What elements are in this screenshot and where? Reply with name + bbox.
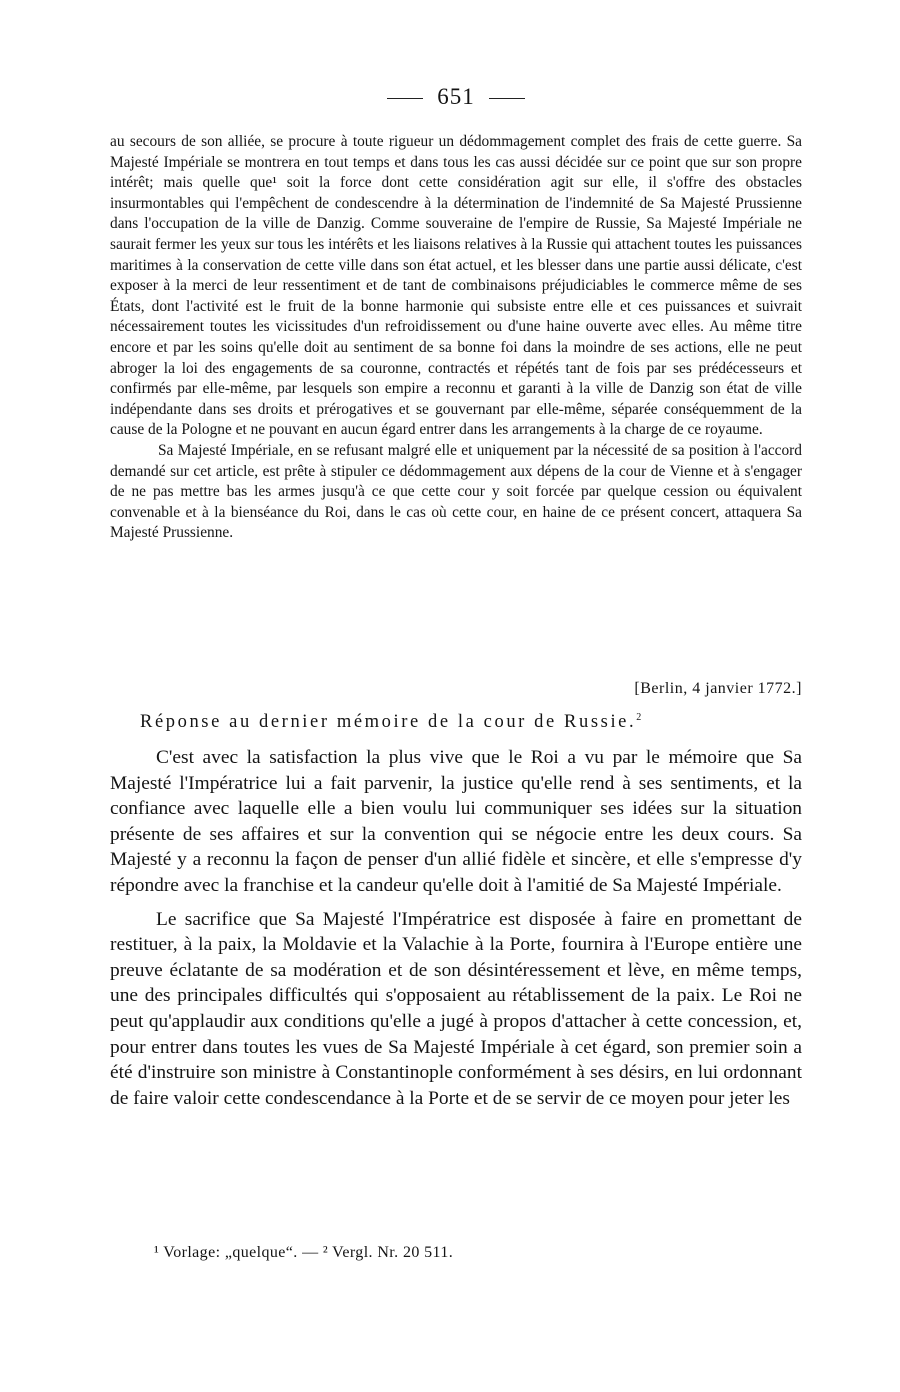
main-text: [110, 745, 802, 1111]
section-title: [140, 712, 641, 733]
header-rule-right: [489, 98, 525, 99]
page-number: 651: [437, 84, 475, 109]
dateline: [Berlin, 4 janvier 1772.]: [634, 680, 802, 697]
continuation-paragraph-1: au secours de son alliée, se procure à toute rigueur un dédommagement complet des frais de cette guerre. Sa Majesté Impériale se montrera en tout temps et dans tous les cas aussi décidée sur ce point que sur son propre intérêt; mais quelle que¹ soit la force dont cette considération agit sur elle, il s'offre des obstacles insurmontables qui l'empêchent de condescendre à la détermination de l'indemnité de Sa Majesté Prussienne dans l'occupation de la ville de Danzig. Comme souveraine de l'empire de Russie, Sa Majesté Impériale ne saurait fermer les yeux sur tous les intérêts et les liaisons relatives à la Russie qui attachent toutes les puissances maritimes à la conservation de cette ville dans son état actuel, et les blesser dans une partie aussi délicate, c'est exposer à la merci de leur ressentiment et de tant de combinaisons préjudiciables le commerce même de ses États, dont l'activité est le fruit de la bonne harmonie qui subsiste entre elle et ces puissances et suivrait nécessairement toutes les vicissitudes d'un refroidissement ou d'une haine ouverte avec elles. Au même titre encore et par les soins qu'elle doit au sentiment de sa bonne foi dans la moindre de ses actions, elle ne peut abroger la loi des engagements de sa couronne, contractés et répétés tant de fois par ses prédécesseurs et confirmés par elle-même, par lesquels son empire a reconnu et garanti à la ville de Danzig son état de ville indépendante dans ses droits et prérogatives et se gouvernant par elle-même, séparée conséquemment de la cause de la Pologne et ne pouvant en aucun égard entrer dans les arrangements à la charge de ce royaume.: [110, 133, 802, 439]
section-title-note-mark: 2: [636, 712, 642, 723]
body-paragraph-2: Le sacrifice que Sa Majesté l'Impératrice est disposée à faire en promettant de restituer, à la paix, la Moldavie et la Valachie à la Porte, fournira à l'Europe entière une preuve éclatante de sa modération et de son désintéressement et lève, en même temps, une des principales difficultés qui s'opposaient au rétablissement de la paix. Le Roi ne peut qu'applaudir aux conditions qu'elle a jugé à propos d'attacher à cette concession, et, pour entrer dans toutes les vues de Sa Majesté Impériale à cet égard, son premier soin a été d'instruire son ministre à Constantinople conformément à ses désirs, en lui ordonnant de faire valoir cette condescendance à la Porte et de se servir de ce moyen pour jeter les: [110, 908, 802, 1109]
header-rule-left: [387, 98, 423, 99]
page-header: [110, 84, 802, 110]
body-paragraph-1: C'est avec la satisfaction la plus vive que le Roi a vu par le mémoire que Sa Majesté l'Impératrice lui a fait parvenir, la justice qu'elle rend à ses sentiments, et la confiance avec laquelle elle a bien voulu lui communiquer ses idées sur la situation présente de ses affaires et sur la convention qui se négocie entre les deux cours. Sa Majesté y a reconnu la façon de penser d'un allié fidèle et sincère, et elle s'empresse d'y répondre avec la franchise et la candeur qu'elle doit à l'amitié de Sa Majesté Impériale.: [110, 747, 802, 896]
section-title-text: Réponse au dernier mémoire de la cour de Russie.: [140, 712, 637, 733]
continuation-text: [110, 132, 802, 544]
footnotes: ¹ Vorlage: „quelque“. — ² Vergl. Nr. 20 511.: [154, 1244, 454, 1261]
continuation-paragraph-2: Sa Majesté Impériale, en se refusant malgré elle et uniquement par la nécessité de sa position à l'accord demandé sur cet article, est prête à stipuler ce dédommagement aux dépens de la cour de Vienne et à s'engager de ne pas mettre bas les armes jusqu'à ce que cette cour y soit forcée par quelque cession ou équivalent convenable et à la bienséance du Roi, dans le cas où cette cour, en haine de ce présent concert, attaquera Sa Majesté Prussienne.: [110, 441, 802, 542]
